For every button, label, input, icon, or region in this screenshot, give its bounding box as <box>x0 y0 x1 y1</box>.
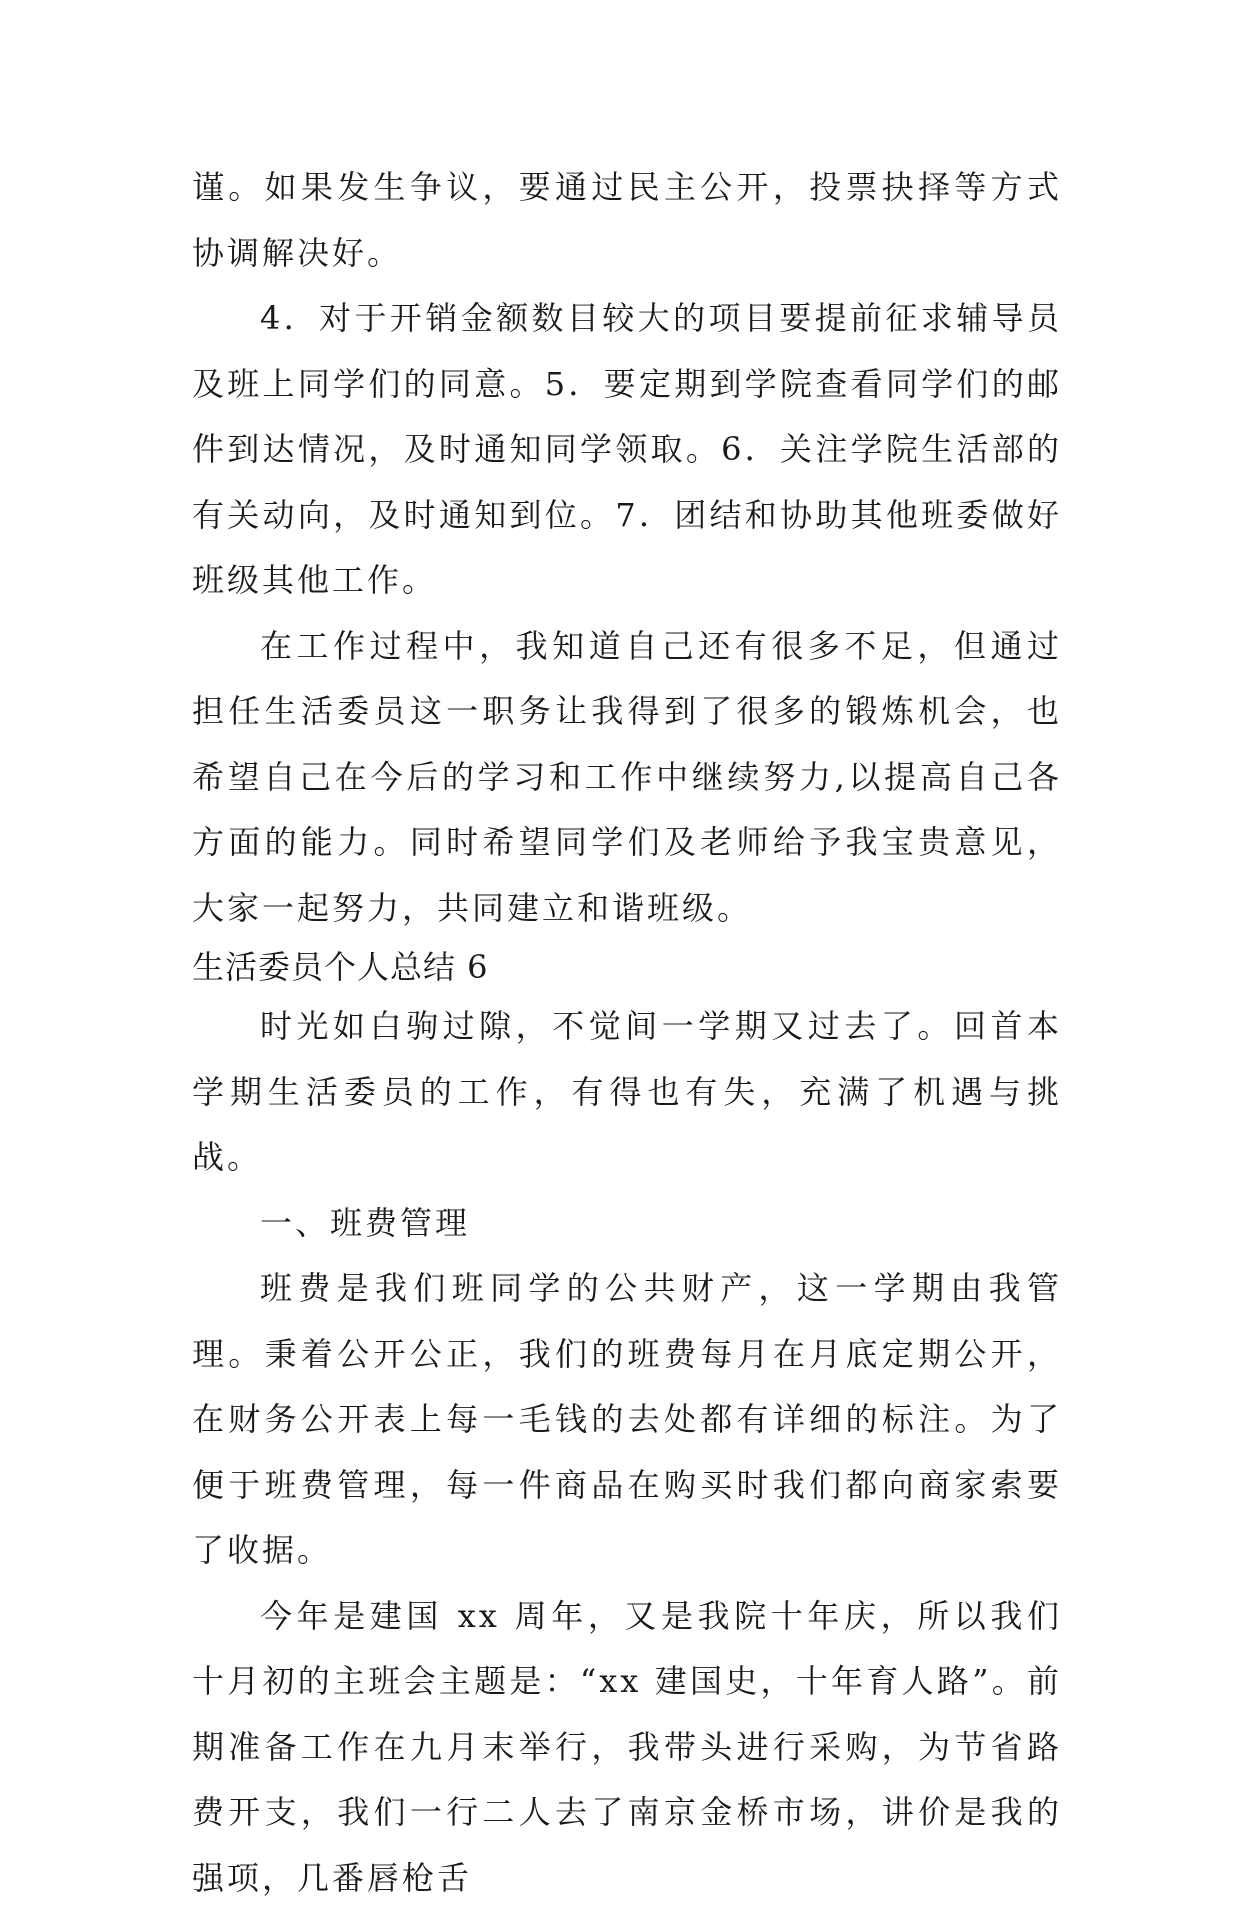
section-title: 生活委员个人总结 6 <box>192 941 1062 994</box>
paragraph-class-fund: 班费是我们班同学的公共财产，这一学期由我管理。秉着公开公正，我们的班费每月在月底定期公开，在财务公开表上每一毛钱的去处都有详细的标注。为了便于班费管理，每一件商品在购买时我们都向商家索要了收据。 <box>192 1256 1062 1584</box>
document-page <box>192 155 1062 1911</box>
paragraph-reflection: 在工作过程中，我知道自己还有很多不足，但通过担任生活委员这一职务让我得到了很多的锻炼机会，也希望自己在今后的学习和工作中继续努力,以提高自己各方面的能力。同时希望同学们及老师给予我宝贵意见，大家一起努力，共同建立和谐班级。 <box>192 614 1062 942</box>
paragraph-duties-list: 4．对于开销金额数目较大的项目要提前征求辅导员及班上同学们的同意。5．要定期到学院查看同学们的邮件到达情况，及时通知同学领取。6．关注学院生活部的有关动向，及时通知到位。7．团结和协助其他班委做好班级其他工作。 <box>192 286 1062 614</box>
paragraph-intro: 时光如白驹过隙，不觉间一学期又过去了。回首本学期生活委员的工作，有得也有失，充满了机遇与挑战。 <box>192 994 1062 1191</box>
paragraph-continuation: 谨。如果发生争议，要通过民主公开，投票抉择等方式协调解决好。 <box>192 155 1062 286</box>
paragraph-anniversary: 今年是建国 xx 周年，又是我院十年庆，所以我们十月初的主班会主题是：“xx 建国史，十年育人路”。前期准备工作在九月末举行，我带头进行采购，为节省路费开支，我们一行二人去了南京金桥市场，讲价是我的强项，几番唇枪舌 <box>192 1584 1062 1911</box>
subheading-class-fund: 一、班费管理 <box>192 1191 1062 1257</box>
